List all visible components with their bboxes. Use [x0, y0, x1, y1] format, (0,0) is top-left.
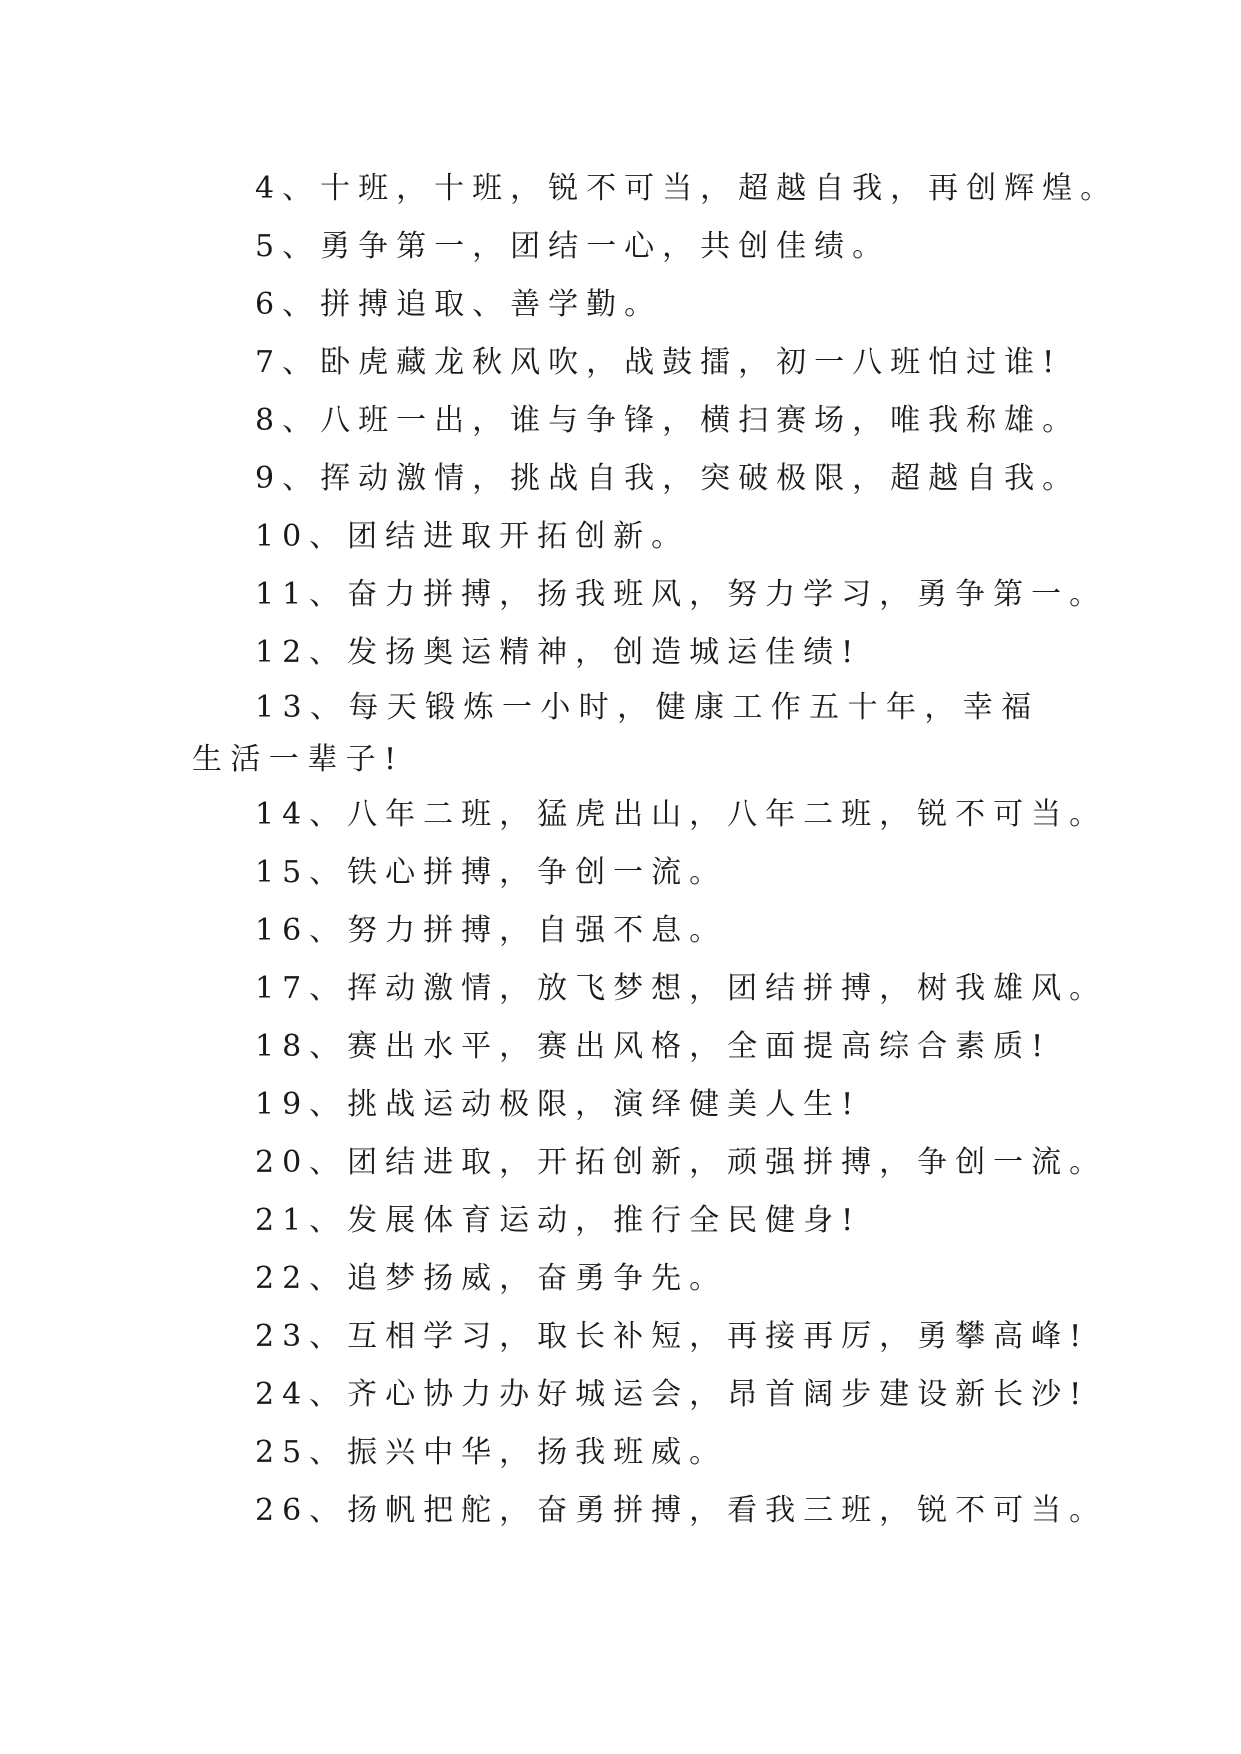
list-item: 16、努力拼搏，自强不息。	[255, 913, 728, 948]
list-item: 19、挑战运动极限，演绎健美人生!	[255, 1087, 862, 1122]
list-item: 8、八班一出，谁与争锋，横扫赛场，唯我称雄。	[255, 403, 1081, 438]
list-item: 12、发扬奥运精神，创造城运佳绩!	[255, 635, 862, 670]
list-item: 22、追梦扬威，奋勇争先。	[255, 1261, 728, 1296]
list-item: 17、挥动激情，放飞梦想，团结拼搏，树我雄风。	[255, 971, 1108, 1006]
list-item: 4、十班，十班，锐不可当，超越自我，再创辉煌。	[255, 171, 1119, 206]
list-item: 13、每天锻炼一小时，健康工作五十年，幸福生活一辈子!	[192, 690, 1040, 777]
list-item: 24、齐心协力办好城运会，昂首阔步建设新长沙!	[255, 1377, 1090, 1412]
list-item: 5、勇争第一，团结一心，共创佳绩。	[255, 229, 891, 264]
list-item: 15、铁心拼搏，争创一流。	[255, 855, 728, 890]
list-item: 9、挥动激情，挑战自我，突破极限，超越自我。	[255, 461, 1081, 496]
list-item: 10、团结进取开拓创新。	[255, 519, 690, 554]
list-item: 21、发展体育运动，推行全民健身!	[255, 1203, 862, 1238]
list-item: 11、奋力拼搏，扬我班风，努力学习，勇争第一。	[255, 577, 1108, 612]
list-item: 6、拼搏追取、善学勤。	[255, 287, 663, 322]
list-item: 7、卧虎藏龙秋风吹，战鼓擂，初一八班怕过谁!	[255, 345, 1063, 380]
list-item: 18、赛出水平，赛出风格，全面提高综合素质!	[255, 1029, 1052, 1064]
slogan-list	[192, 160, 1119, 1540]
list-item: 25、振兴中华，扬我班威。	[255, 1435, 728, 1470]
list-item: 14、八年二班，猛虎出山，八年二班，锐不可当。	[255, 797, 1108, 832]
list-item: 20、团结进取，开拓创新，顽强拼搏，争创一流。	[255, 1145, 1108, 1180]
list-item: 23、互相学习，取长补短，再接再厉，勇攀高峰!	[255, 1319, 1090, 1354]
list-item: 26、扬帆把舵，奋勇拼搏，看我三班，锐不可当。	[255, 1493, 1108, 1528]
